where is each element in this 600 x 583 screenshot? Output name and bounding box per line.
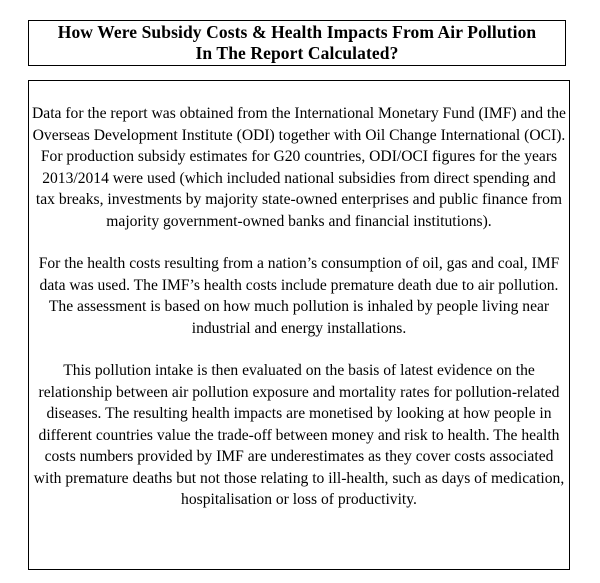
title-line-2: In The Report Calculated?	[195, 43, 399, 63]
body-box	[28, 80, 570, 570]
title-line-1: How Were Subsidy Costs & Health Impacts From Air Pollution	[57, 22, 537, 42]
paragraph-data-sources: Data for the report was obtained from the International Monetary Fund (IMF) and the Overseas Development Institute (ODI) together with Oil Change International (OCI). For production subsidy estimates for G20 countries, ODI/OCI figures for the years 2013/2014 were used (which included national subsidies from direct spending and tax breaks, investments by majority state-owned enterprises and public finance from majority government-owned banks and financial institutions).	[32, 105, 566, 230]
page-title	[58, 22, 537, 64]
paragraph-health-costs: For the health costs resulting from a nation’s consumption of oil, gas and coal, IMF data was used. The IMF’s health costs include premature death due to air pollution. The assessment is based on how much pollution is inhaled by people living near industrial and energy installations.	[38, 255, 560, 337]
title-box	[28, 20, 566, 66]
paragraph-pollution-intake: This pollution intake is then evaluated on the basis of latest evidence on the relationship between air pollution exposure and mortality rates for pollution-related diseases. The resulting health impacts are monetised by looking at how people in different countries value the trade-off between money and risk to health. The health costs numbers provided by IMF are underestimates as they cover costs associated with premature deaths but not those relating to ill-health, such as days of medication, hospitalisation or loss of productivity.	[33, 362, 565, 508]
